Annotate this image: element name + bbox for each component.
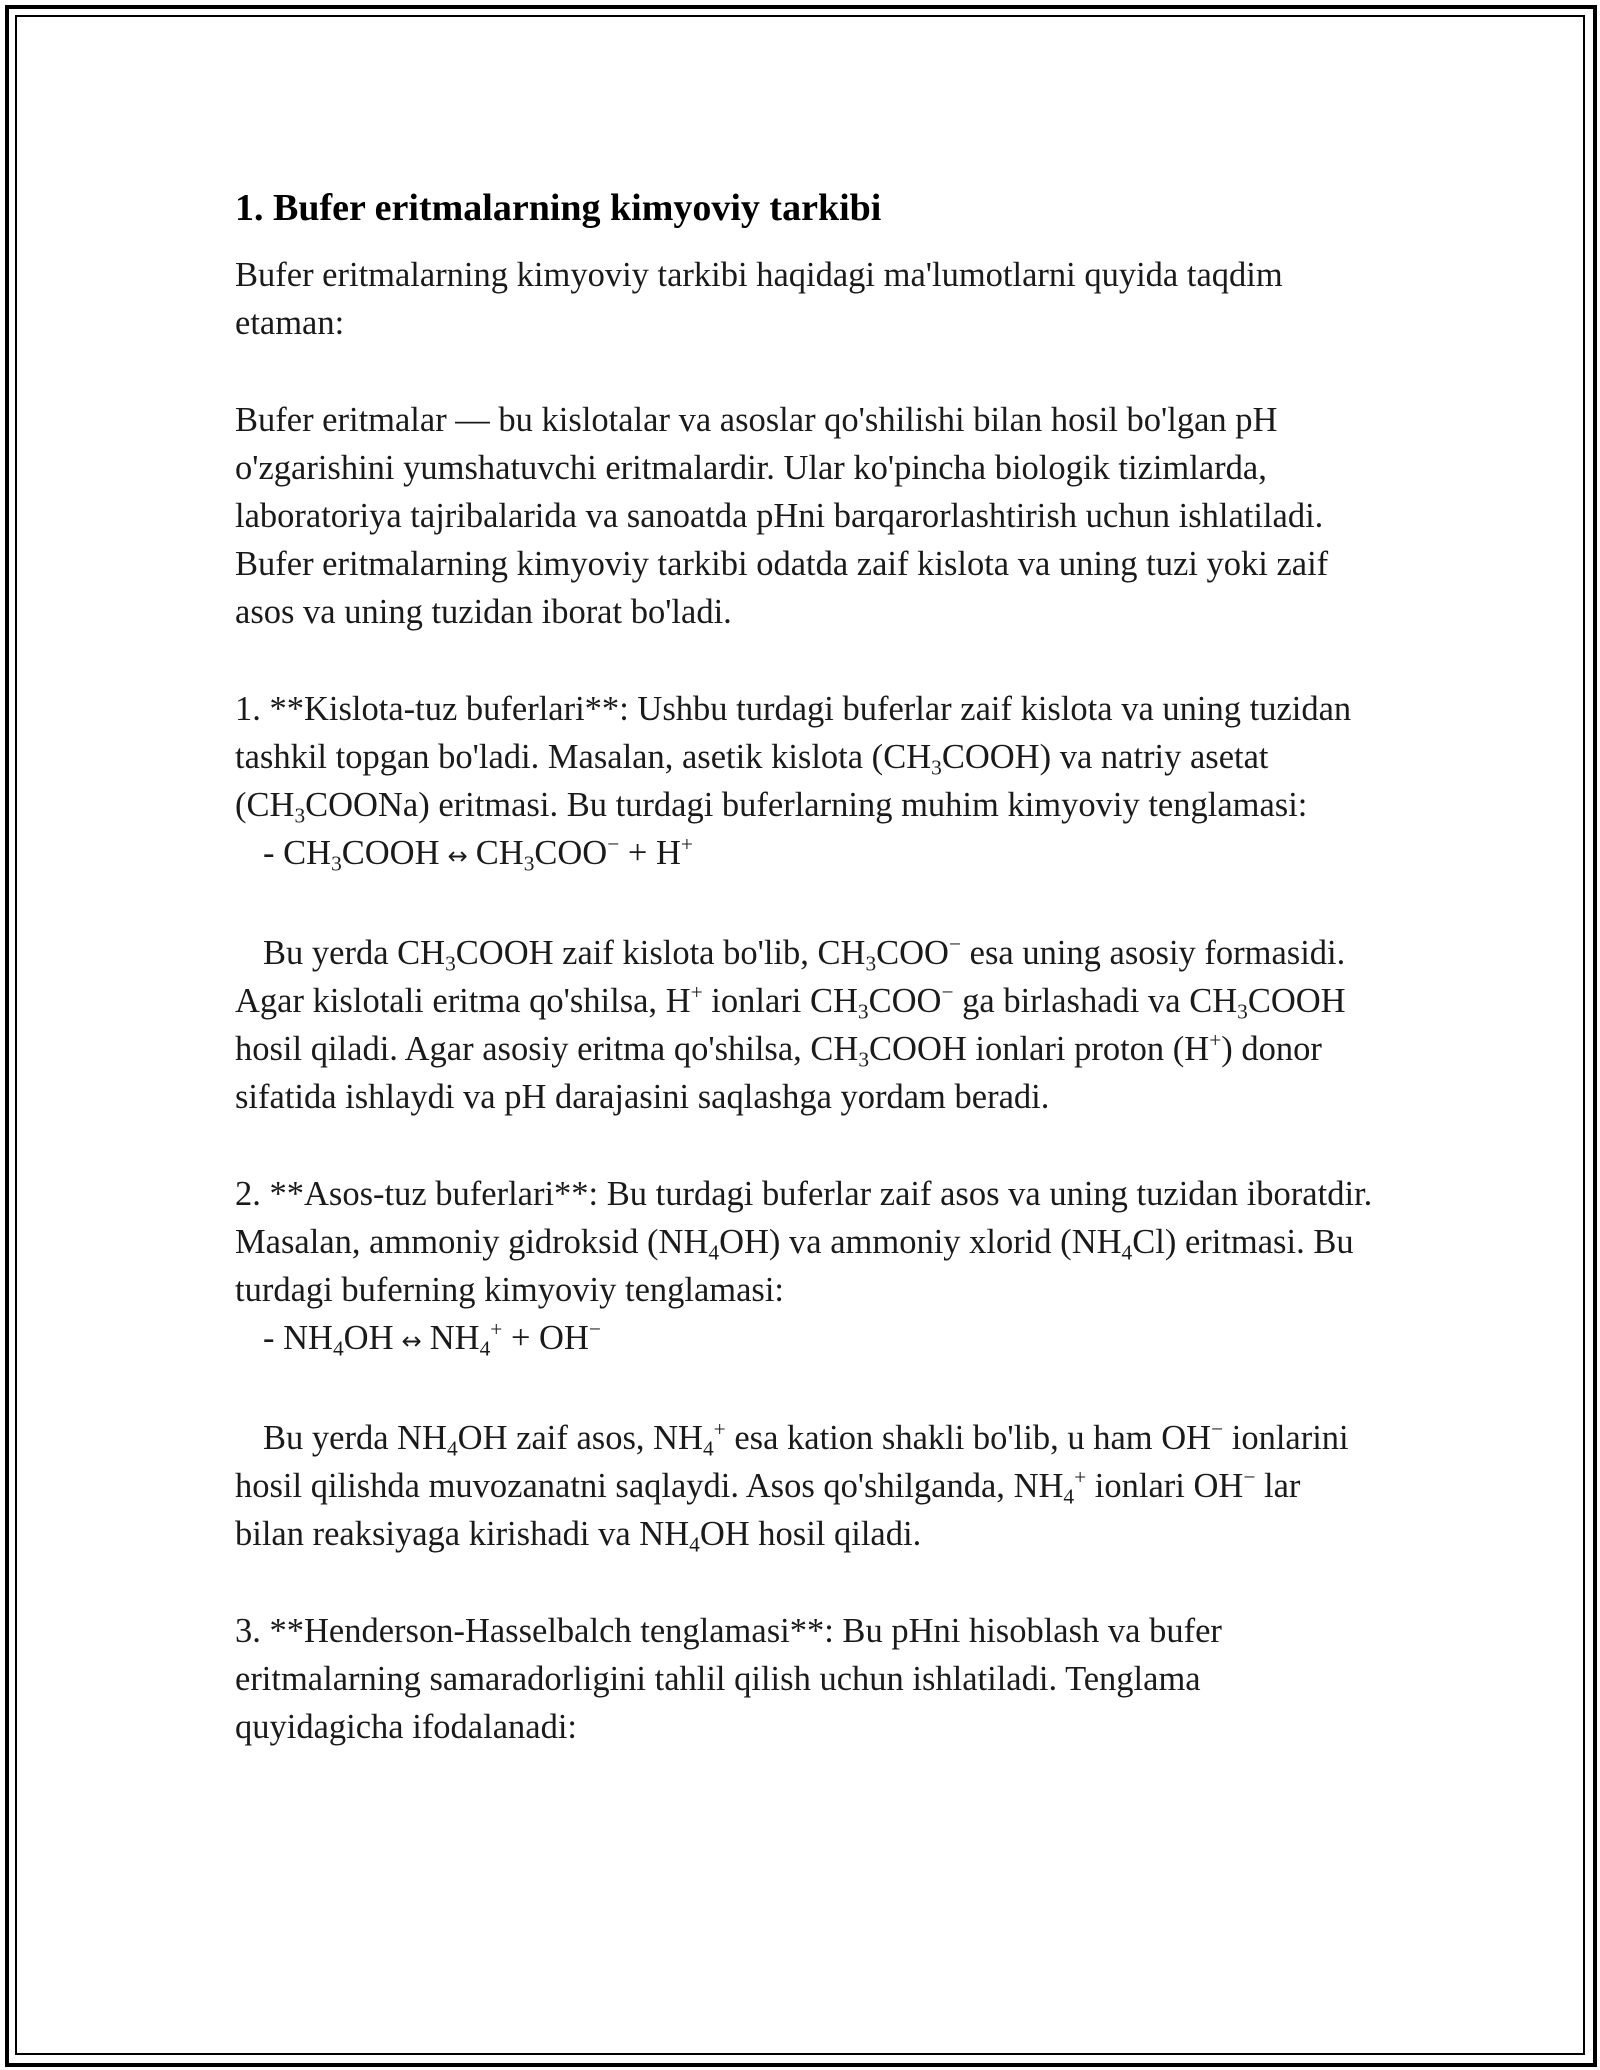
explanation-acid-salt: Bu yerda $CH_3COOH$ zaif kislota bo'lib, $CH_3COO^-$ esa uning asosiy formasidi. Agar kislotali eritma qo'shilsa, H+ ionlari $CH_3COO^-$ ga birlashadi va $CH_3COOH$ hosil qiladi. Agar asosiy eritma qo'shilsa, $CH_3COOH$ ionlari proton (H+) donor sifatida ishlaydi va pH darajasini saqlashga yordam beradi. [235,931,1346,1117]
equilibrium-arrow-icon: ↔ [447,842,468,871]
explanation-base-salt: Bu yerda $NH_4OH$ zaif asos, $NH_4^+$ esa kation shakli bo'lib, u ham OH− ionlarini hosil qilishda muvozanatni saqlaydi. Asos qo'shilganda, $NH_4^+$ ionlari OH− lar bilan reaksiyaga kirishadi va $NH_4OH$ hosil qiladi. [235,1416,1349,1557]
document-body [235,185,1375,1751]
definition-paragraph: Bufer eritmalar — bu kislotalar va asoslar qo'shilishi bilan hosil bo'lgan pH o'zgarishini yumshatuvchi eritmalardir. Ular ko'pincha biologik tizimlarda, laboratoriya tajribalarida va sanoatda pHni barqarorlashtirish uchun ishlatiladi. Bufer eritmalarning kimyoviy tarkibi odatda zaif kislota va uning tuzi yoki zaif asos va uning tuzidan iborat bo'ladi. [235,400,1329,632]
section-heading: 1. Bufer eritmalarning kimyoviy tarkibi [235,187,882,229]
equation-acetic-acid: - $CH_3COOH$ ↔ $CH_3COO^- + H^+$ [263,832,693,876]
formula-ammonium-hydroxide: $NH_4OH$ [658,1223,769,1265]
formula-acetic-acid: $CH_3COOH$ [883,738,1040,780]
item-title: **Kislota-tuz buferlari** [269,689,620,728]
intro-paragraph: Bufer eritmalarning kimyoviy tarkibi haqidagi ma'lumotlarni quyida taqdim etaman: [235,256,1283,343]
item-title: **Henderson-Hasselbalch tenglamasi** [269,1611,825,1650]
formula-sodium-acetate: $CH_3COONa$ [246,786,419,828]
equilibrium-arrow-icon: ↔ [401,1327,422,1356]
item-henderson-hasselbalch: 3. **Henderson-Hasselbalch tenglamasi**: Bu pHni hisoblash va bufer eritmalarning samaradorligini tahlil qilish uchun ishlatiladi. Tenglama quyidagicha ifodalanadi: [235,1611,1222,1746]
item-title: **Asos-tuz buferlari** [269,1174,589,1213]
document-text [235,251,1375,1751]
equation-ammonium: - $NH_4OH$ ↔ $NH_4^+ + OH^-$ [263,1317,601,1361]
formula-ammonium-chloride: $NH_4Cl$ [1071,1223,1165,1265]
item-acid-salt-buffers: 1. **Kislota-tuz buferlari**: Ushbu turdagi buferlar zaif kislota va uning tuzidan tashkil topgan bo'ladi. Masalan, asetik kislota $(CH_3COOH)$ va natriy asetat $(CH_3COONa)$ eritmasi. Bu turdagi buferlarning muhim kimyoviy tenglamasi: [235,689,1352,828]
item-base-salt-buffers: 2. **Asos-tuz buferlari**: Bu turdagi buferlar zaif asos va uning tuzidan iboratdir. Masalan, ammoniy gidroksid $(NH_4OH)$ va ammoniy xlorid $(NH_4Cl)$ eritmasi. Bu turdagi buferning kimyoviy tenglamasi: [235,1174,1373,1310]
